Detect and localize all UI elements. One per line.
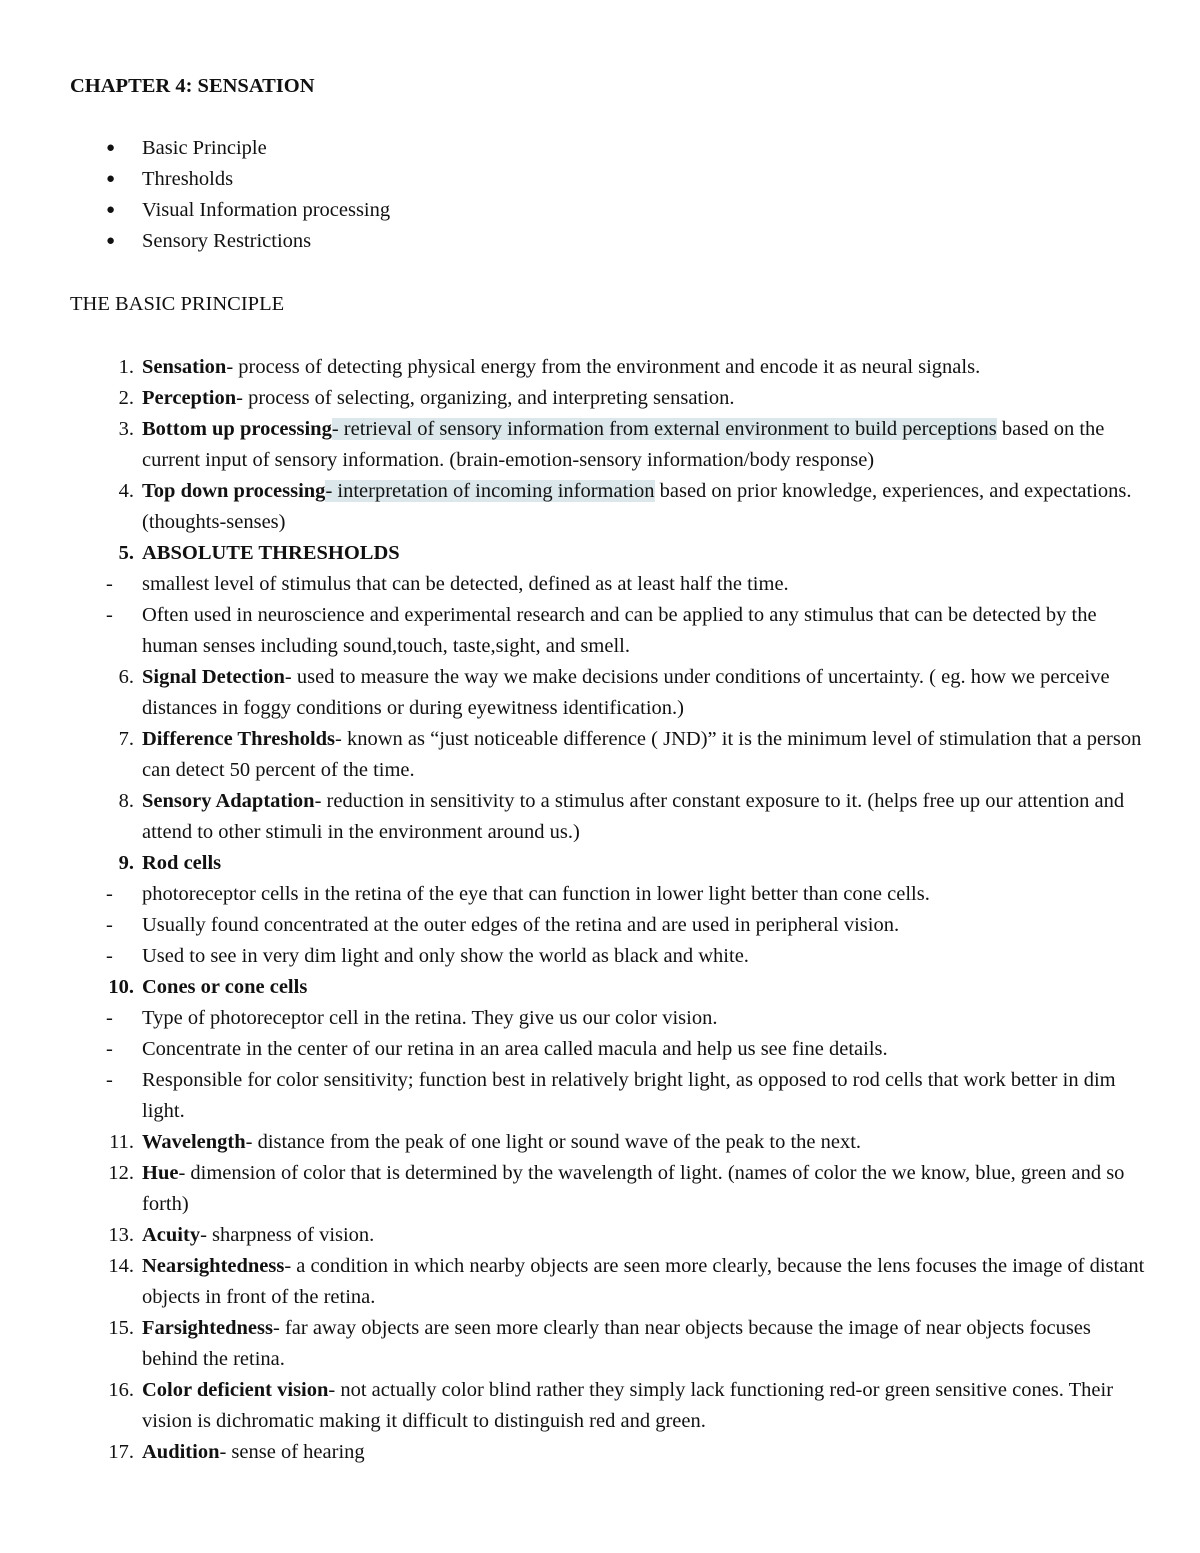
item-term: Difference Thresholds <box>142 728 336 750</box>
dash-marker: - <box>106 1069 113 1091</box>
topic-label: Visual Information processing <box>142 199 391 221</box>
topic-item <box>70 227 1150 258</box>
highlighted-text: - retrieval of sensory information from external environment to build perceptions <box>331 418 997 440</box>
item-text: based on the current input of sensory information. (brain-emotion-sensory information/body response) <box>142 418 1105 471</box>
item-text: - not actually color blind rather they simply lack functioning red-or green sensitive cones. Their vision is dichromatic making it difficult to distinguish red and green. <box>142 1379 1114 1432</box>
numbered-item <box>70 476 1150 538</box>
item-number: 3. <box>118 418 134 440</box>
item-text: - distance from the peak of one light or sound wave of the peak to the next. <box>245 1131 862 1153</box>
dash-marker: - <box>106 604 113 626</box>
item-term: Sensory Adaptation <box>142 790 315 812</box>
numbered-item <box>70 1251 1150 1313</box>
dash-marker: - <box>106 1007 113 1029</box>
numbered-item <box>70 414 1150 476</box>
item-number: 13. <box>108 1224 134 1246</box>
topic-item <box>70 165 1150 196</box>
item-term: Wavelength <box>142 1131 246 1153</box>
item-text: Used to see in very dim light and only show the world as black and white. <box>142 945 749 967</box>
item-text: - sense of hearing <box>219 1441 365 1463</box>
dash-item <box>70 1003 1150 1034</box>
numbered-item <box>70 1127 1150 1158</box>
item-number: 11. <box>109 1131 134 1153</box>
dash-item <box>70 879 1150 910</box>
dash-marker: - <box>106 1038 113 1060</box>
item-term: Farsightedness <box>142 1317 273 1339</box>
highlighted-text: - interpretation of incoming information <box>325 480 655 502</box>
item-number: 12. <box>108 1162 134 1184</box>
item-text: - dimension of color that is determined by the wavelength of light. (names of color the we know, blue, green and so forth) <box>142 1162 1125 1215</box>
item-text: - reduction in sensitivity to a stimulus after constant exposure to it. (helps free up our attention and attend to other stimuli in the environment around us.) <box>142 790 1125 843</box>
numbered-item <box>70 1220 1150 1251</box>
item-number: 14. <box>108 1255 134 1277</box>
dash-marker: - <box>106 914 113 936</box>
item-term: ABSOLUTE THRESHOLDS <box>142 542 400 564</box>
dash-item <box>70 941 1150 972</box>
item-text: - far away objects are seen more clearly than near objects because the image of near objects focuses behind the retina. <box>142 1317 1091 1370</box>
numbered-item <box>70 786 1150 848</box>
item-term: Sensation <box>142 356 227 378</box>
topic-item <box>70 134 1150 165</box>
item-number: 4. <box>118 480 134 502</box>
item-term: Hue <box>142 1162 179 1184</box>
item-term: Top down processing <box>142 480 326 502</box>
section-title: THE BASIC PRINCIPLE <box>70 293 285 315</box>
bullet-icon: ● <box>106 202 116 218</box>
item-text: Type of photoreceptor cell in the retina. They give us our color vision. <box>142 1007 718 1029</box>
item-term: Cones or cone cells <box>142 976 308 998</box>
item-text: Concentrate in the center of our retina in an area called macula and help us see fine details. <box>142 1038 888 1060</box>
item-number: 17. <box>108 1441 134 1463</box>
item-text: Responsible for color sensitivity; function best in relatively bright light, as opposed to rod cells that work better in dim light. <box>142 1069 1116 1122</box>
item-number: 8. <box>118 790 134 812</box>
topic-label: Basic Principle <box>142 137 267 159</box>
bullet-icon: ● <box>106 140 116 156</box>
item-text: - used to measure the way we make decisions under conditions of uncertainty. ( eg. how we perceive distances in foggy conditions or during eyewitness identification.) <box>142 666 1110 719</box>
bullet-icon: ● <box>106 233 116 249</box>
item-number: 2. <box>118 387 134 409</box>
item-text: based on prior knowledge, experiences, and expectations. (thoughts-senses) <box>142 480 1132 533</box>
item-text: Usually found concentrated at the outer edges of the retina and are used in peripheral vision. <box>142 914 900 936</box>
item-term: Signal Detection <box>142 666 285 688</box>
item-text: - a condition in which nearby objects are seen more clearly, because the lens focuses the image of distant objects in front of the retina. <box>142 1255 1145 1308</box>
item-term: Acuity <box>142 1224 201 1246</box>
item-text: - process of selecting, organizing, and interpreting sensation. <box>236 387 735 409</box>
numbered-item <box>70 724 1150 786</box>
item-number: 1. <box>118 356 134 378</box>
numbered-item <box>70 662 1150 724</box>
numbered-item <box>70 848 1150 879</box>
item-text: - known as “just noticeable difference ( JND)” it is the minimum level of stimulation that a person can detect 50 percent of the time. <box>142 728 1142 781</box>
item-number: 16. <box>108 1379 134 1401</box>
numbered-item <box>70 1437 1150 1468</box>
item-number: 9. <box>118 852 134 874</box>
dash-item <box>70 910 1150 941</box>
item-text: Often used in neuroscience and experimental research and can be applied to any stimulus that can be detected by the human senses including sound,touch, taste,sight, and smell. <box>142 604 1097 657</box>
numbered-item <box>70 538 1150 569</box>
item-text: - process of detecting physical energy from the environment and encode it as neural signals. <box>226 356 981 378</box>
dash-marker: - <box>106 573 113 595</box>
topic-label: Sensory Restrictions <box>142 230 312 252</box>
definition-list <box>70 352 1150 1468</box>
dash-item <box>70 569 1150 600</box>
item-number: 7. <box>118 728 134 750</box>
numbered-item <box>70 383 1150 414</box>
dash-item <box>70 1034 1150 1065</box>
topic-label: Thresholds <box>142 168 234 190</box>
item-text: photoreceptor cells in the retina of the eye that can function in lower light better than cone cells. <box>142 883 930 905</box>
topic-item <box>70 196 1150 227</box>
item-term: Bottom up processing <box>142 418 332 440</box>
item-term: Color deficient vision <box>142 1379 329 1401</box>
item-text: smallest level of stimulus that can be detected, defined as at least half the time. <box>142 573 789 595</box>
numbered-item <box>70 1313 1150 1375</box>
item-number: 10. <box>108 976 134 998</box>
numbered-item <box>70 1158 1150 1220</box>
item-term: Perception <box>142 387 237 409</box>
dash-item <box>70 600 1150 662</box>
item-term: Nearsightedness <box>142 1255 285 1277</box>
chapter-title: CHAPTER 4: SENSATION <box>70 75 315 97</box>
item-term: Rod cells <box>142 852 222 874</box>
dash-marker: - <box>106 883 113 905</box>
numbered-item <box>70 352 1150 383</box>
topic-list <box>70 134 1150 258</box>
bullet-icon: ● <box>106 171 116 187</box>
item-number: 5. <box>118 542 134 564</box>
dash-marker: - <box>106 945 113 967</box>
item-term: Audition <box>142 1441 220 1463</box>
dash-item <box>70 1065 1150 1127</box>
item-text: - sharpness of vision. <box>200 1224 375 1246</box>
numbered-item <box>70 972 1150 1003</box>
item-number: 15. <box>108 1317 134 1339</box>
numbered-item <box>70 1375 1150 1437</box>
item-number: 6. <box>118 666 134 688</box>
